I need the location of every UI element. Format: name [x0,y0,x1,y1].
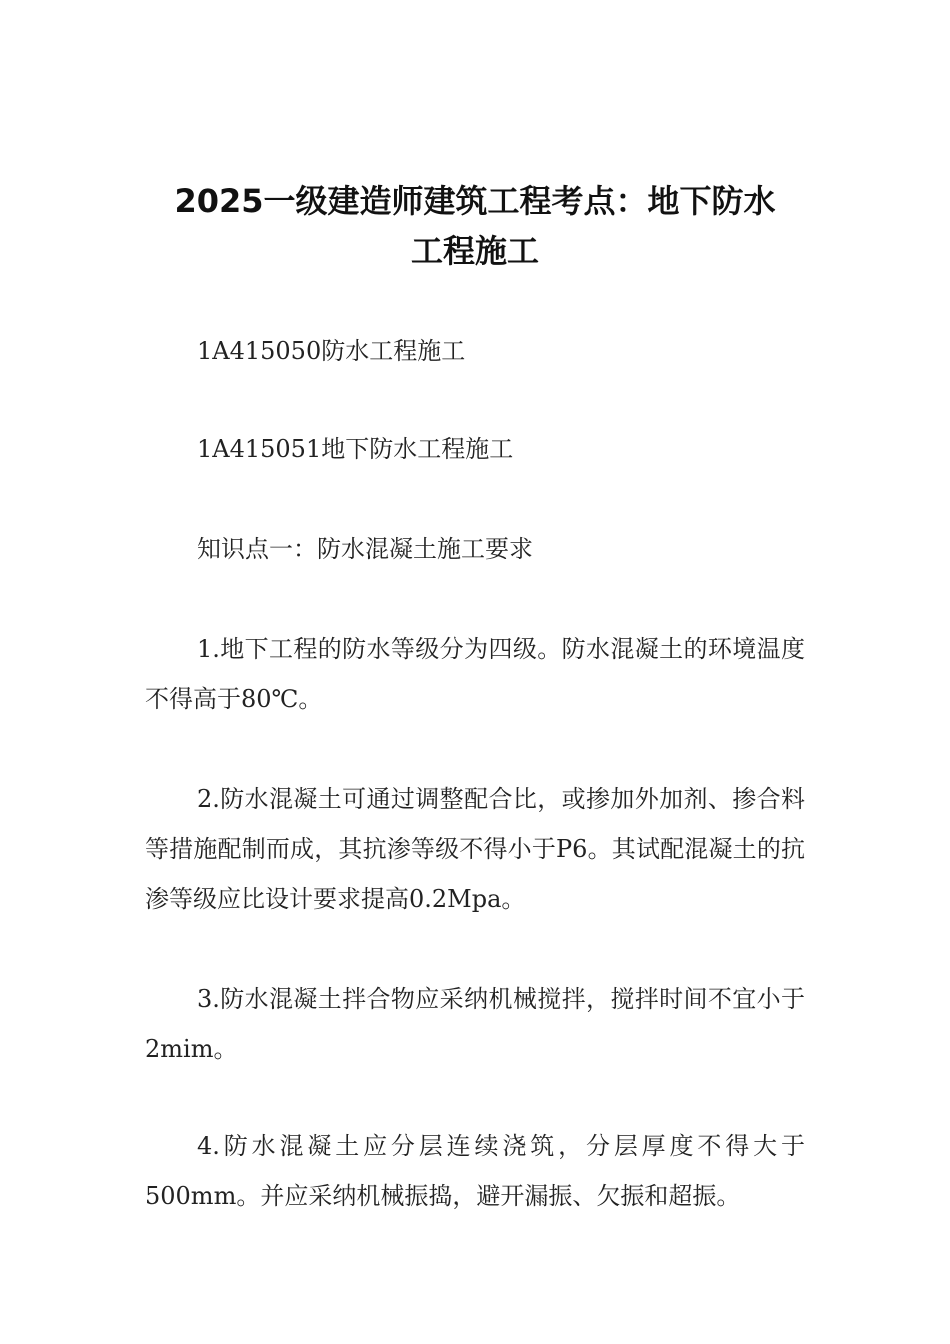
title-line-2: 工程施工 [410,232,539,270]
paragraph-4: 4.防水混凝土应分层连续浇筑，分层厚度不得大于500mm。并应采纳机械振捣，避开漏振、欠振和超振。 [145,1132,805,1210]
title-line-1: 2025一级建造师建筑工程考点：地下防水 [174,182,776,220]
section-heading: 1A415050防水工程施工 [197,337,466,365]
paragraph-2: 2.防水混凝土可通过调整配合比，或掺加外加剂、掺合料等措施配制而成，其抗渗等级不得小于P6。其试配混凝土的抗渗等级应比设计要求提高0.2Mpa。 [145,785,805,913]
paragraph-1: 1.地下工程的防水等级分为四级。防水混凝土的环境温度不得高于80℃。 [145,635,805,713]
document-title [100,176,850,276]
subsection-heading: 1A415051地下防水工程施工 [197,435,514,463]
paragraph-3: 3.防水混凝土拌合物应采纳机械搅拌，搅拌时间不宜小于2mim。 [145,985,805,1063]
knowledge-point-heading: 知识点一：防水混凝土施工要求 [197,535,533,563]
